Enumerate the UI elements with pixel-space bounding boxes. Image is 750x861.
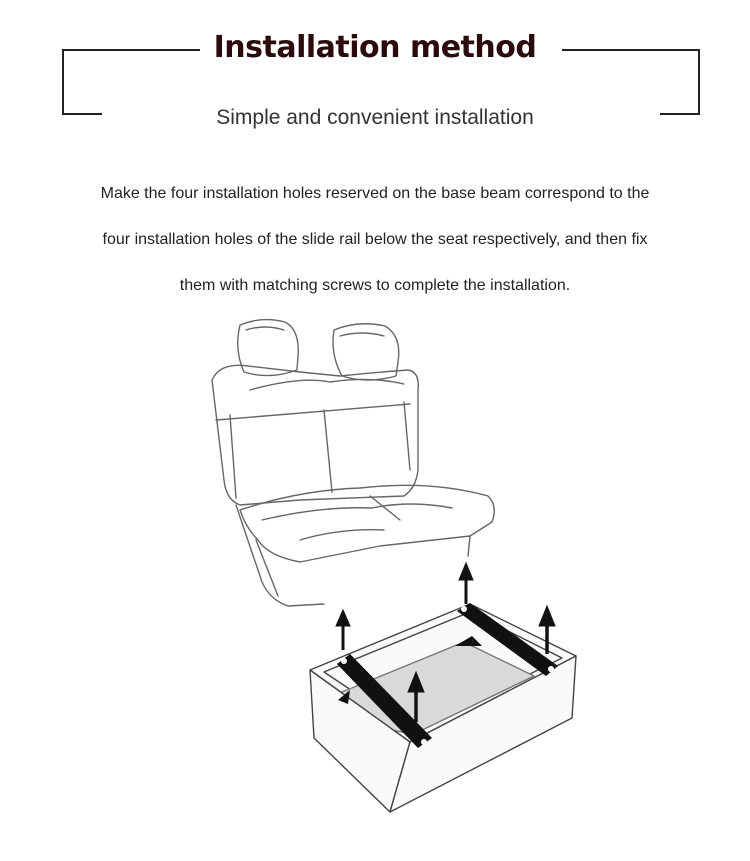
arrow-up-icon [336, 610, 350, 650]
arrow-up-icon [459, 563, 473, 604]
description-line-3: them with matching screws to complete the installation. [179, 277, 571, 294]
installation-illustration [190, 315, 590, 825]
page-subtitle: Simple and convenient installation [216, 106, 534, 129]
page-title: Installation method [213, 30, 537, 65]
left-headrest [238, 320, 298, 376]
rail-hole [548, 666, 554, 672]
rail-hole [341, 658, 347, 664]
rail-hole [421, 739, 427, 745]
description-line-2: four installation holes of the slide rail below the seat respectively, and then fix [102, 231, 648, 248]
rail-hole [461, 606, 467, 612]
seat-backrest [212, 365, 418, 505]
description-line-1: Make the four installation holes reserved on the base beam correspond to the [100, 185, 650, 202]
